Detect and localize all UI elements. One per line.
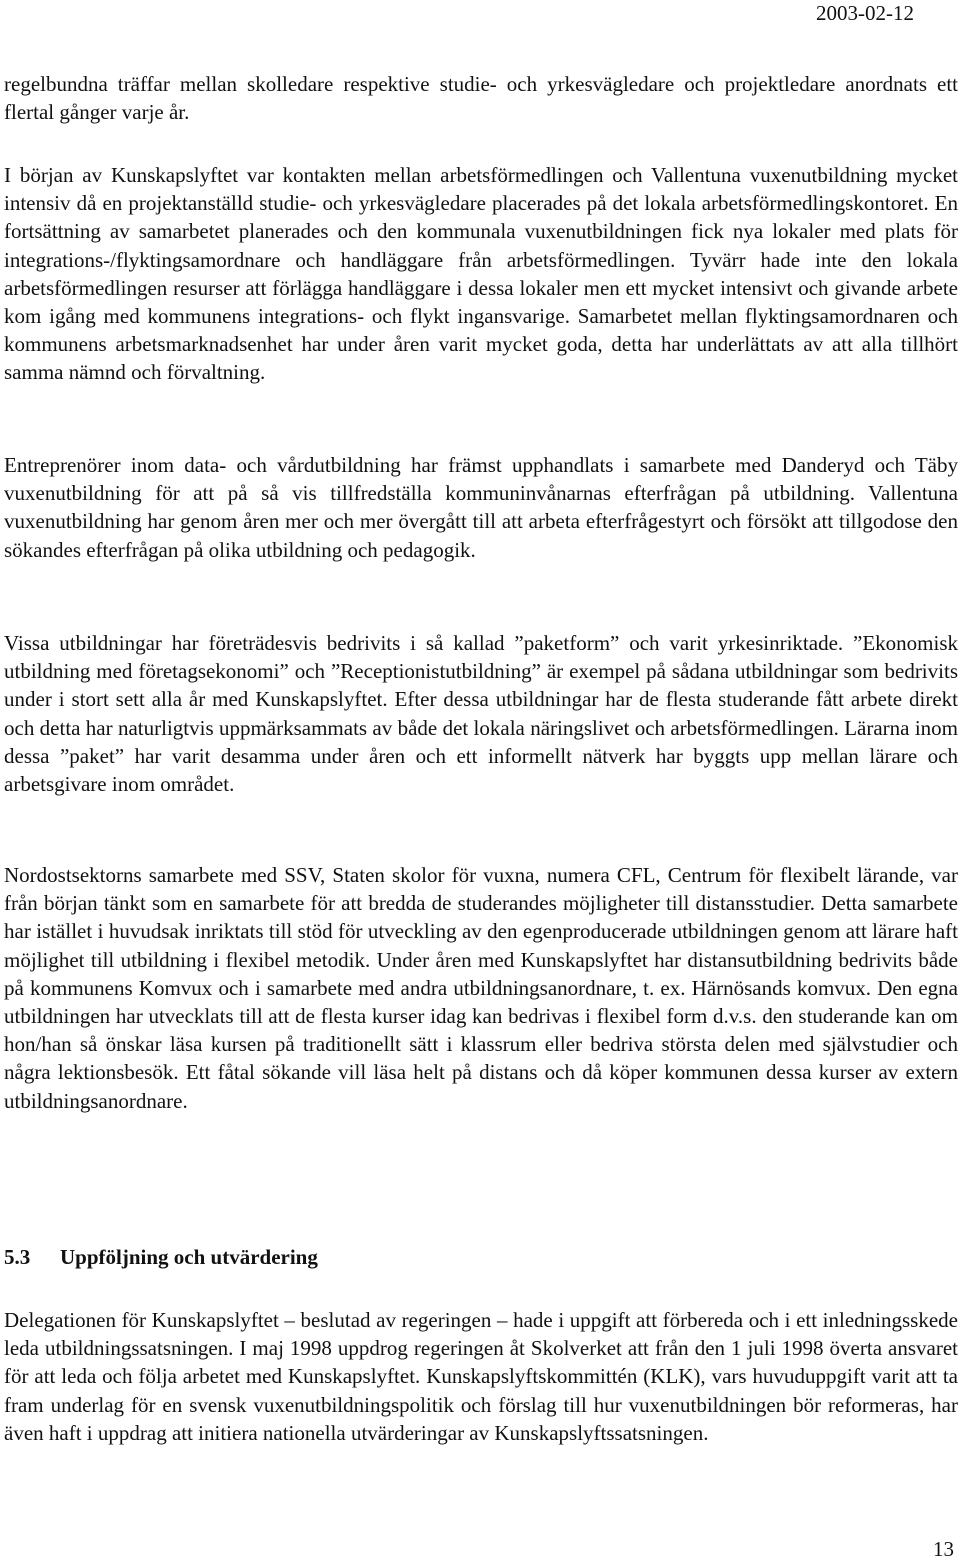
paragraph-2: I början av Kunskapslyftet var kontakten mellan arbetsförmedlingen och Vallentuna vuxenutbildning mycket intensiv då en projektanställd studie- och yrkesvägledare placerades på det lokala arbetsförmedlingskontoret. En fortsättning av samarbetet planerades och den kommunala vuxenutbildningen fick nya lokaler med plats för integrations-/flyktingsamordnare och handläggare från arbetsförmedlingen. Tyvärr hade inte den lokala arbetsförmedlingen resurser att förlägga handläggare i dessa lokaler men ett mycket intensivt och givande arbete kom igång med kommunens integrations- och flykt ingansvarige. Samarbetet mellan flyktingsamordnaren och kommunens arbetsmarknadsenhet har under åren varit mycket goda, detta har underlättats av att alla tillhört samma nämnd och förvaltning.	[4, 163, 958, 385]
paragraph-3: Entreprenörer inom data- och vårdutbildning har främst upphandlats i samarbete med Danderyd och Täby vuxenutbildning för att på så vis tillfredställa kommuninvånarnas efterfrågan på utbildning. Vallentuna vuxenutbildning har genom åren mer och mer övergått till att arbeta efterfrågestyrt och försökt att tillgodose den sökandes efterfrågan på olika utbildning och pedagogik.	[4, 453, 958, 562]
section-title: Uppföljning och utvärdering	[60, 1245, 318, 1269]
section-number: 5.3	[4, 1245, 31, 1269]
paragraph-4: Vissa utbildningar har företrädesvis bedrivits i så kallad ”paketform” och varit yrkesinriktade. ”Ekonomisk utbildning med företagsekonomi” och ”Receptionistutbildning” är exempel på sådana utbildningar som bedrivits under i stort sett alla år med Kunskapslyftet. Efter dessa utbildningar har de flesta studerande fått arbete direkt och detta har naturligtvis uppmärksammats av både det lokala näringslivet och arbetsförmedlingen. Lärarna inom dessa ”paket” har varit desamma under åren och ett informellt nätverk har byggts upp mellan lärare och arbetsgivare inom området.	[4, 631, 958, 797]
paragraph-5: Nordostsektorns samarbete med SSV, Staten skolor för vuxna, numera CFL, Centrum för flexibelt lärande, var från början tänkt som en samarbete för att bredda de studerandes möjligheter till distansstudier. Detta samarbete har istället i huvudsak inriktats till stöd för utveckling av den egenproducerade utbildningen genom att lärare haft möjlighet till utbildning i flexibel metodik. Under åren med Kunskapslyftet har distansutbildning bedrivits både på kommunens Komvux och i samarbete med andra utbildningsanordnare, t. ex. Härnösands komvux. Den egna utbildningen har utvecklats till att de flesta kurser idag kan bedrivas i flexibel form d.v.s. den studerande kan om hon/han så önskar läsa kursen på traditionellt sätt i klassrum eller bedriva största delen med självstudier och några lektionsbesök. Ett fåtal sökande vill läsa helt på distans och då köper kommunen dessa kurser av extern utbildningsanordnare.	[4, 863, 958, 1113]
page-number: 13	[933, 1537, 954, 1561]
paragraph-1: regelbundna träffar mellan skolledare respektive studie- och yrkesvägledare och projektledare anordnats ett flertal gånger varje år.	[4, 72, 958, 125]
section-heading	[4, 1243, 318, 1271]
paragraph-6: Delegationen för Kunskapslyftet – beslutad av regeringen – hade i uppgift att förbereda och i ett inledningsskede leda utbildningssatsningen. I maj 1998 uppdrog regeringen åt Skolverket att från den 1 juli 1998 överta ansvaret för att leda och följa arbetet med Kunskapslyftet. Kunskapslyftskommittén (KLK), vars huvuduppgift varit att ta fram underlag för en svensk vuxenutbildningspolitik och förslag till hur vuxenutbildningen bör reformeras, har även haft i uppdrag att initiera nationella utvärderingar av Kunskapslyftssatsningen.	[4, 1308, 958, 1445]
header-date: 2003-02-12	[816, 1, 914, 25]
